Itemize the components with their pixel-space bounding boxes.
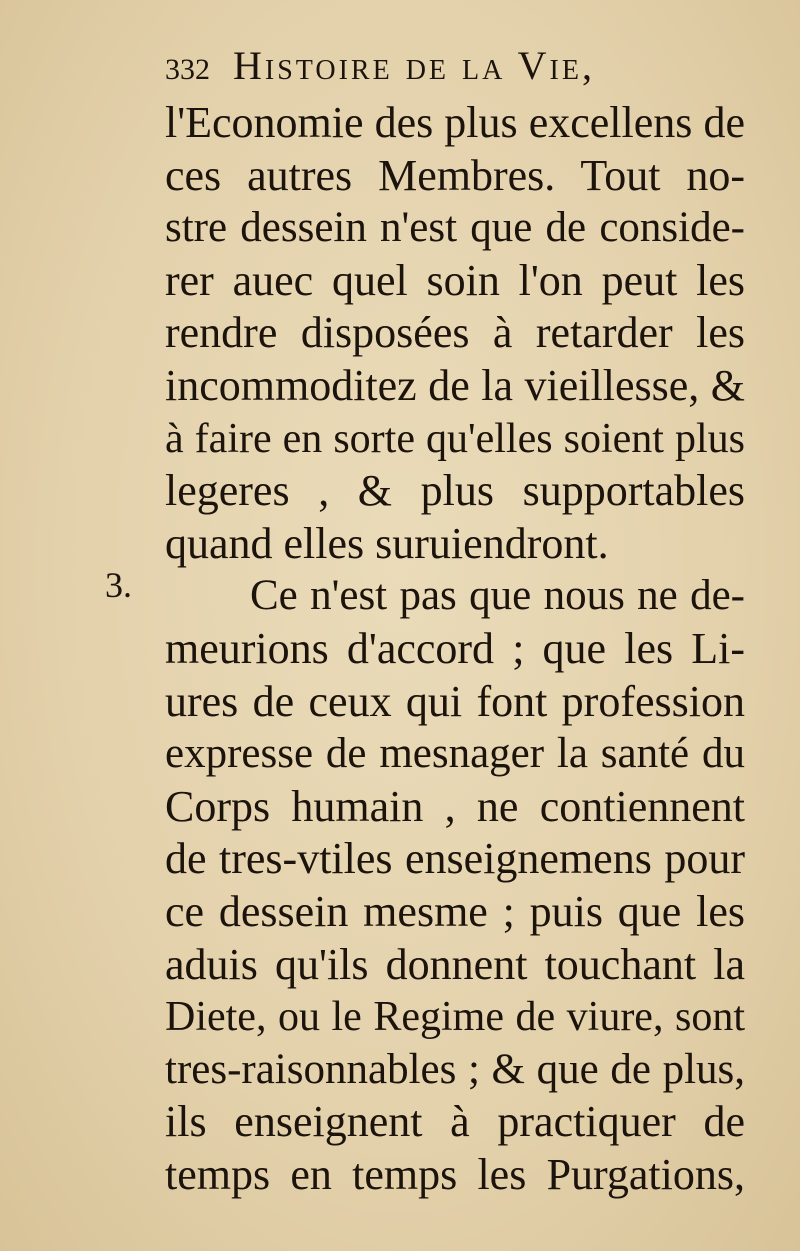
text-line: l'Economie des plus excellens de bbox=[165, 98, 745, 147]
text-line: de tres-vtiles enseignemens pour bbox=[165, 834, 745, 884]
body-text bbox=[165, 97, 745, 1201]
running-title: Histoire de la Vie, bbox=[233, 43, 595, 88]
running-head bbox=[165, 40, 745, 96]
text-line: quand elles suruiendront. bbox=[165, 518, 609, 568]
text-line: ce dessein mesme ; puis que les bbox=[165, 886, 745, 936]
text-line: rendre disposées à retarder les bbox=[165, 308, 745, 358]
text-line: Corps humain , ne contiennent bbox=[165, 781, 745, 831]
paragraph-first-line: Ce n'est pas que nous ne de- bbox=[250, 572, 745, 620]
text-line: temps en temps les Purgations, bbox=[165, 1149, 745, 1199]
text-line: tres-raisonnables ; & que de plus, bbox=[165, 1045, 745, 1093]
page-number: 332 bbox=[165, 53, 210, 86]
text-line: incommoditez de la vieillesse, & bbox=[165, 360, 745, 410]
text-line: aduis qu'ils donnent touchant la bbox=[165, 939, 745, 989]
text-line: Diete, ou le Regime de viure, sont bbox=[165, 994, 745, 1041]
text-line: ils enseignent à practiquer de bbox=[165, 1097, 745, 1147]
text-line: stre dessein n'est que de conside- bbox=[165, 204, 745, 252]
text-line: ces autres Membres. Tout no- bbox=[165, 150, 745, 200]
text-line: legeres , & plus supportables bbox=[165, 466, 745, 516]
text-line: ures de ceux qui font profession bbox=[165, 676, 745, 726]
paragraph-number: 3. bbox=[105, 565, 132, 605]
text-line: meurions d'accord ; que les Li- bbox=[165, 623, 745, 673]
text-line: à faire en sorte qu'elles soient plus bbox=[165, 415, 745, 462]
text-line: rer auec quel soin l'on peut les bbox=[165, 255, 745, 305]
text-line: expresse de mesnager la santé du bbox=[165, 730, 745, 778]
